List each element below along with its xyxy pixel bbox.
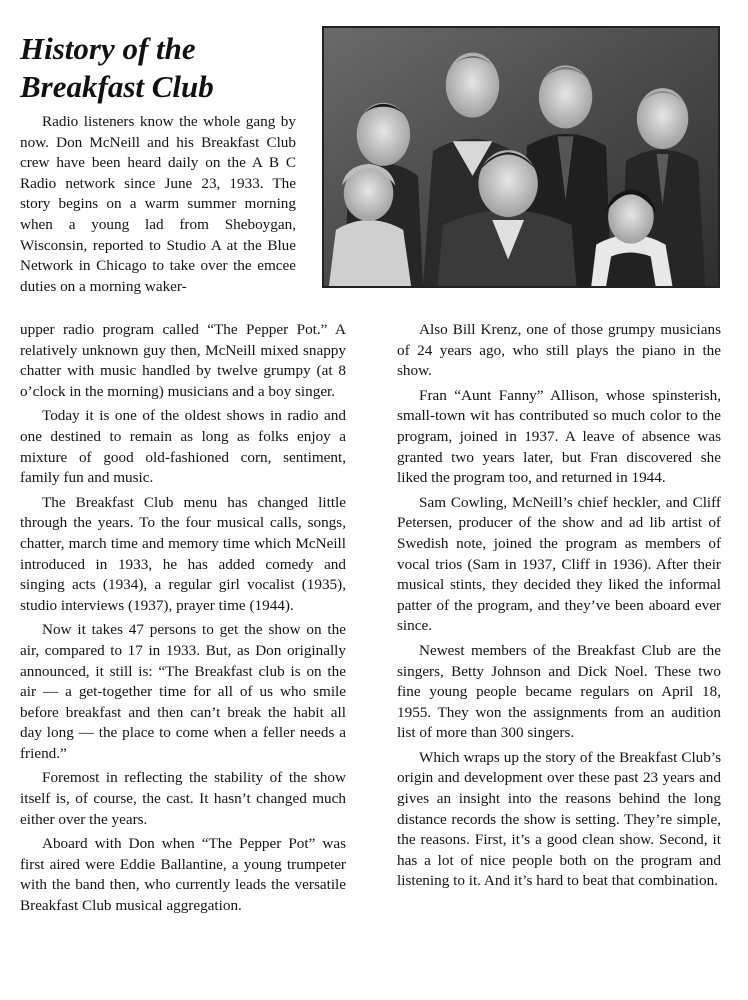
cast-photo-illustration	[324, 28, 718, 286]
article-paragraph: Radio listeners know the whole gang by now. Don McNeill and his Breakfast Club crew have been heard daily on the A B C Radio network since June 23, 1933. The story begins on a warm summer morning when a young lad from Sheboygan, Wisconsin, reported to Studio A at the Blue Network in Chicago to take over the emcee duties on a morning waker-	[20, 113, 296, 295]
article-paragraph: upper radio program called “The Pepper Pot.” A relatively unknown guy then, McNeill mixed snappy chatter with music handled by twelve grumpy (at 8 o’clock in the morning) musicians and a boy singer.	[20, 321, 346, 400]
article-paragraph: Also Bill Krenz, one of those grumpy musicians of 24 years ago, who still plays the piano in the show.	[397, 321, 721, 380]
article-paragraph: Newest members of the Breakfast Club are the singers, Betty Johnson and Dick Noel. These two fine young people became regulars on April 18, 1955. They won the assignments from an audition list of more than 300 singers.	[397, 641, 721, 742]
article-paragraph: Which wraps up the story of the Breakfast Club’s origin and development over these past 23 years and gives an insight into the reasons behind the long distance records the show is setting. They’re simple, the reasons. First, it’s a good clean show. Second, it has a lot of nice people both on the program and listening to it. And it’s hard to beat that combination.	[397, 748, 721, 890]
article-title: History of the Breakfast Club	[20, 31, 214, 104]
right-column	[397, 320, 721, 896]
article-paragraph: Now it takes 47 persons to get the show on the air, compared to 17 in 1933. But, as Don originally announced, it still is: “The Breakfast club is on the air — a get-together time for all of us who smile before breakfast and then can’t break the habit all day long — the place to come when a feller needs a friend.”	[20, 621, 346, 762]
article-paragraph: Aboard with Don when “The Pepper Pot” was first aired were Eddie Ballantine, a young trumpeter with the band then, who currently leads the versatile Breakfast Club musical aggregation.	[20, 835, 346, 915]
left-column-top	[20, 112, 296, 297]
article-paragraph: Today it is one of the oldest shows in radio and one destined to remain as long as folks enjoy a mixture of good old-fashioned corn, sentiment, family fun and music.	[20, 407, 346, 487]
cast-group-photo	[322, 26, 720, 288]
article-paragraph: Fran “Aunt Fanny” Allison, whose spinsterish, small-town wit has contributed so much color to the program, joined in 1937. A leave of absence was granted two years later, but Fran discovered she liked the program too, and returned in 1944.	[397, 386, 721, 487]
article-paragraph: Foremost in reflecting the stability of the show itself is, of course, the cast. It hasn’t changed much either over the years.	[20, 769, 346, 828]
left-column	[20, 320, 346, 921]
article-paragraph: Sam Cowling, McNeill’s chief heckler, and Cliff Petersen, producer of the show and ad lib artist of Swedish note, joined the program as members of vocal trios (Sam in 1937, Cliff in 1936). After their musical stints, they decided they liked the informal patter of the program, and they’ve been aboard ever since.	[397, 493, 721, 635]
article-paragraph: The Breakfast Club menu has changed little through the years. To the four musical calls, songs, chatter, march time and memory time which McNeill introduced in 1933, he has added comedy and singing acts (1934), a regular girl vocalist (1935), studio interviews (1937), prayer time (1944).	[20, 493, 346, 614]
